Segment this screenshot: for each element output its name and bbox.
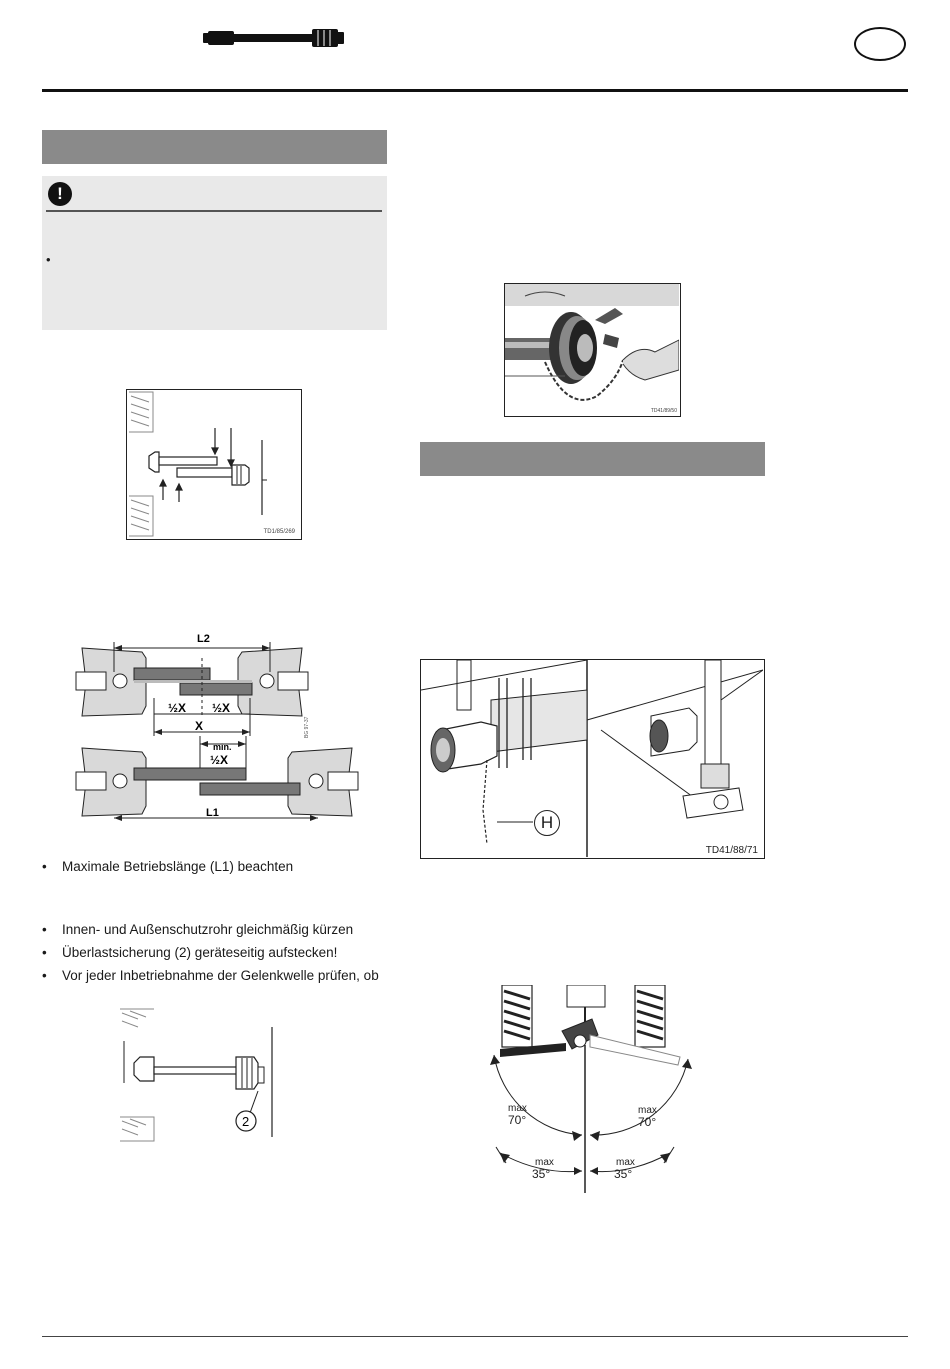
figure-length-adjustment	[72, 628, 362, 826]
bullet-shorten-tubes	[42, 922, 353, 938]
section-heading-bar	[42, 130, 387, 164]
figure-joint-angles	[480, 985, 700, 1195]
label-min: min.	[213, 742, 232, 752]
bullet-overload-clutch	[42, 945, 337, 961]
figure-retaining-chain	[504, 283, 681, 417]
bullet-max-length	[42, 859, 293, 875]
footer-rule	[42, 1336, 908, 1337]
label-35-right: 35°	[614, 1167, 633, 1181]
bullet-marker: •	[42, 945, 47, 960]
figure-code: TD41/89/50	[650, 408, 677, 414]
label-max-left-70: max	[508, 1103, 527, 1114]
figure-shaft-holder	[420, 659, 765, 859]
bullet-text: Überlastsicherung (2) geräteseitig aufstecken!	[62, 945, 338, 960]
label-max-left-35: max	[535, 1157, 554, 1168]
language-badge	[854, 27, 906, 61]
label-70-right: 70°	[638, 1115, 657, 1129]
telescope-drawing	[127, 390, 300, 538]
section-heading-bar-2	[420, 442, 765, 476]
header-rule	[42, 89, 908, 92]
bullet-check-before-use	[42, 968, 379, 984]
holder-drawing	[421, 660, 763, 857]
label-half-x-min: ½X	[210, 753, 229, 767]
figure-code: BG 97-37	[304, 716, 310, 738]
exclamation-icon: !	[48, 182, 72, 206]
bullet-marker: •	[42, 922, 47, 937]
warning-rule	[46, 210, 382, 212]
figure-code: TD41/88/71	[705, 845, 758, 856]
label-l1: L1	[206, 807, 219, 819]
label-70-left: 70°	[508, 1113, 527, 1127]
pto-shaft-logo	[200, 18, 350, 58]
figure-code: TD1/85/269	[263, 529, 295, 535]
label-max-right-35: max	[616, 1157, 635, 1168]
warning-box	[42, 176, 387, 330]
bullet-text: Maximale Betriebslänge (L1) beachten	[62, 859, 294, 874]
label-max-right-70: max	[638, 1105, 657, 1116]
bullet-text: Innen- und Außenschutzrohr gleichmäßig kürzen	[62, 922, 354, 937]
bullet-marker: •	[42, 859, 47, 874]
warning-bullet: •	[46, 252, 51, 267]
bullet-marker: •	[42, 968, 47, 983]
label-l2: L2	[197, 633, 210, 645]
upper-shaft-assembly	[76, 648, 308, 718]
bullet-text: Vor jeder Inbetriebnahme der Gelenkwelle prüfen, ob	[62, 968, 379, 983]
chain-drawing	[505, 284, 679, 415]
header	[0, 0, 950, 95]
figure-overload-clutch	[118, 1005, 282, 1145]
callout-h: H	[534, 810, 560, 836]
figure-telescope-tubes	[126, 389, 302, 540]
label-half-x-a: ½X	[168, 701, 187, 715]
callout-2: 2	[242, 1114, 250, 1129]
label-35-left: 35°	[532, 1167, 551, 1181]
label-half-x-b: ½X	[212, 701, 231, 715]
label-x: X	[195, 719, 204, 733]
